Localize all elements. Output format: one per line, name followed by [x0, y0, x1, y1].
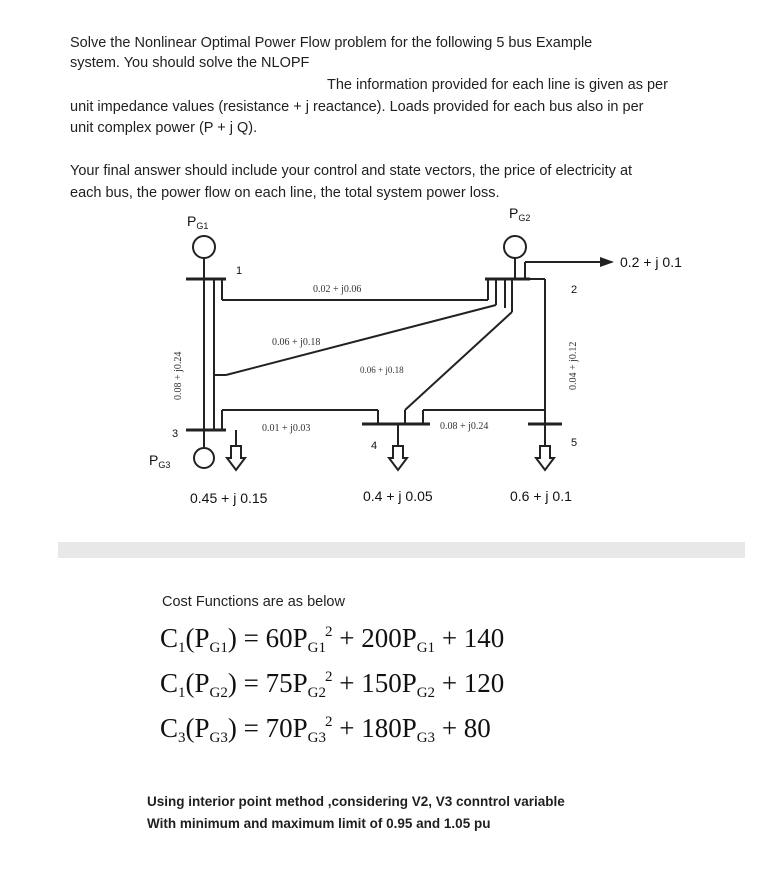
problem-line-7: each bus, the power flow on each line, the total system power loss.: [70, 185, 500, 201]
load-arrow-bus2: [600, 257, 614, 267]
generator-g1-symbol: [193, 236, 215, 258]
generator-g3-symbol: [194, 448, 214, 468]
bus-number-3: 3: [172, 428, 179, 440]
load-label-bus2: 0.2 + j 0.1: [620, 254, 682, 270]
section-separator: [58, 542, 745, 558]
bus-number-2: 2: [571, 284, 578, 296]
impedance-2-3: 0.06 + j0.18: [272, 337, 321, 348]
problem-line-6: Your final answer should include your control and state vectors, the price of electricity at: [70, 163, 633, 179]
cost-function-3: $C_3(P_{G3}) = 70P_{G3}^2 + 180P_{G3} + 80$: [160, 713, 491, 746]
load-arrow-bus4: [389, 446, 407, 470]
generator-label-g2: $P_{G2}$: [509, 205, 531, 223]
problem-line-3: The information provided for each line is given as per: [327, 77, 668, 93]
problem-line-2: system. You should solve the NLOPF: [70, 55, 310, 71]
cost-function-1: $C_1(P_{G1}) = 60P_{G1}^2 + 200P_{G1} + 140$: [160, 623, 505, 656]
problem-line-5: unit complex power (P + j Q).: [70, 120, 258, 136]
bus-number-5: 5: [571, 437, 578, 449]
generator-g2-symbol: [504, 236, 526, 258]
impedance-2-4: 0.06 + j0.18: [360, 365, 404, 375]
problem-line-4: unit impedance values (resistance + j reactance). Loads provided for each bus also in per: [70, 99, 644, 115]
line-2-4: [405, 312, 512, 410]
load-label-bus5: 0.6 + j 0.1: [510, 488, 572, 504]
load-arrow-bus5: [536, 446, 554, 470]
impedance-1-2: 0.02 + j0.06: [313, 284, 362, 295]
cost-function-2: $C_1(P_{G2}) = 75P_{G2}^2 + 150P_{G2} + 120$: [160, 668, 505, 701]
impedance-4-5: 0.08 + j0.24: [440, 421, 489, 432]
generator-label-g3: $P_{G3}$: [149, 452, 171, 470]
five-bus-diagram: [0, 200, 781, 520]
generator-label-g1: $P_{G1}$: [187, 213, 209, 231]
load-arrow-bus3: [227, 446, 245, 470]
impedance-3-4: 0.01 + j0.03: [262, 423, 311, 434]
impedance-1-3: 0.08 + j0.24: [173, 351, 184, 400]
bus-number-1: 1: [236, 265, 243, 277]
note-line-2: With minimum and maximum limit of 0.95 and 1.05 pu: [147, 816, 491, 831]
cost-heading: Cost Functions are as below: [162, 594, 345, 610]
load-label-bus3: 0.45 + j 0.15: [190, 490, 268, 506]
note-line-1: Using interior point method ,considering V2, V3 conntrol variable: [147, 794, 565, 809]
load-label-bus4: 0.4 + j 0.05: [363, 488, 433, 504]
bus-number-4: 4: [371, 440, 378, 452]
impedance-2-5: 0.04 + j0.12: [568, 341, 579, 390]
problem-line-1: Solve the Nonlinear Optimal Power Flow problem for the following 5 bus Example: [70, 35, 593, 51]
